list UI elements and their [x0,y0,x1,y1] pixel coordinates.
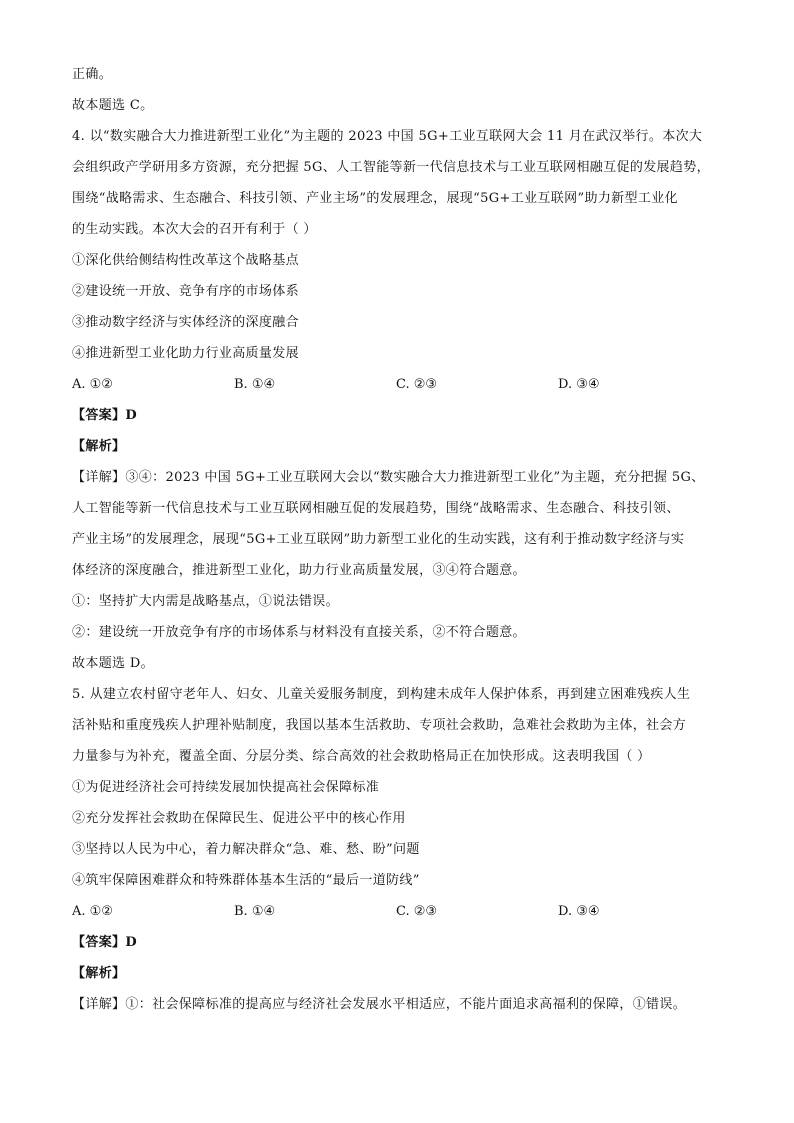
option-a: A. ①② [72,904,113,919]
explanation-text: 人工智能等新一代信息技术与工业互联网相融互促的发展趋势，围绕“战略需求、生态融合、科技引领、 [72,501,680,516]
answer-label: 【答案】D [72,408,138,423]
question-4-statement: ④推进新型工业化助力行业高质量发展 [72,346,299,361]
question-5-statement: ④筑牢保障困难群众和特殊群体基本生活的“最后一道防线” [72,873,420,888]
question-4-statement: ③推动数字经济与实体经济的深度融合 [72,315,299,330]
answer-label: 【答案】D [72,935,138,950]
question-5-options [72,903,632,921]
explanation-text: ②：建设统一开放竞争有序的市场体系与材料没有直接关系，②不符合题意。 [72,625,526,640]
explanation-text: 【详解】③④：2023 中国 5G+工业互联网大会以“数实融合大力推进新型工业化”为主题，充分把握 5G、 [72,470,705,485]
question-5-statement: ③坚持以人民为中心，着力解决群众“急、难、愁、盼”问题 [72,842,420,857]
question-4-statement: ①深化供给侧结构性改革这个战略基点 [72,253,299,268]
analysis-label: 【解析】 [72,439,126,454]
question-5-stem: 活补贴和重度残疾人护理补贴制度，我国以基本生活救助、专项社会救助，急难社会救助为主体，社会方 [72,718,687,733]
option-d: D. ③④ [558,377,600,392]
question-4-stem: 会组织政产学研用多方资源，充分把握 5G、人工智能等新一代信息技术与工业互联网相融互促的发展趋势， [72,160,710,175]
explanation-text: ①：坚持扩大内需是战略基点，①说法错误。 [72,594,340,609]
explanation-text: 【详解】①：社会保障标准的提高应与经济社会发展水平相适应，不能片面追求高福利的保障，①错误。 [72,997,687,1012]
explanation-text: 产业主场”的发展理念，展现“5G+工业互联网”助力新型工业化的生动实践，这有利于推动数字经济与实 [72,532,685,547]
text-line: 故本题选 C。 [72,98,154,113]
question-5-stem: 力量参与为补充，覆盖全面、分层分类、综合高效的社会救助格局正在加快形成。这表明我国（ ） [72,749,651,764]
question-5-stem: 5. 从建立农村留守老年人、妇女、儿童关爱服务制度，到构建未成年人保护体系，再到建立困难残疾人生 [72,687,691,702]
option-c: C. ②③ [396,377,438,392]
question-4-stem: 围绕“战略需求、生态融合、科技引领、产业主场”的发展理念，展现“5G+工业互联网”助力新型工业化 [72,191,678,206]
question-5-statement: ②充分发挥社会救助在保障民生、促进公平中的核心作用 [72,811,406,826]
option-c: C. ②③ [396,904,438,919]
question-4-stem: 的生动实践。本次大会的召开有利于（ ） [72,222,317,237]
question-4-statement: ②建设统一开放、竞争有序的市场体系 [72,284,299,299]
explanation-text: 体经济的深度融合，推进新型工业化，助力行业高质量发展，③④符合题意。 [72,563,526,578]
question-4-stem: 4. 以“数实融合大力推进新型工业化”为主题的 2023 中国 5G+工业互联网大会 11 月在武汉举行。本次大 [72,129,703,144]
option-d: D. ③④ [558,904,600,919]
question-5-statement: ①为促进经济社会可持续发展加快提高社会保障标准 [72,780,380,795]
text-line: 正确。 [72,67,113,82]
option-a: A. ①② [72,377,113,392]
text-line: 故本题选 D。 [72,656,155,671]
option-b: B. ①④ [234,904,276,919]
option-b: B. ①④ [234,377,276,392]
question-4-options [72,376,632,394]
analysis-label: 【解析】 [72,966,126,981]
